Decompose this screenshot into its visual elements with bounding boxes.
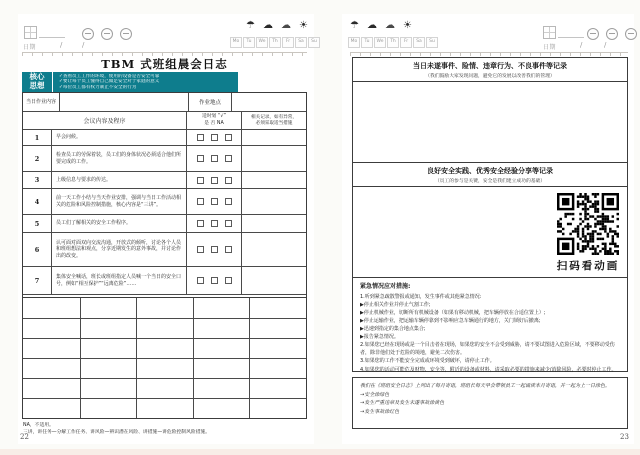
checkbox: [197, 177, 204, 184]
mood-face-icon: [587, 28, 599, 40]
cloudy-icon: ☁: [262, 20, 273, 31]
ruler-line: [350, 52, 628, 56]
blank-cell: [249, 378, 306, 398]
blank-cell: [193, 378, 250, 398]
checkbox: [211, 246, 218, 253]
blank-cell: [249, 338, 306, 358]
checkbox: [225, 155, 232, 162]
table-row: 1 早会问候。: [23, 129, 306, 145]
blank-cell: [136, 398, 193, 418]
day-box: Th: [269, 37, 281, 48]
checkbox: [197, 246, 204, 253]
row-text: 检查员工的劳保着装，员工们的身体状况必须适合他们所要完成的工作。: [51, 146, 186, 171]
day-box: Sa: [295, 37, 307, 48]
emergency-line: 4.如果您的活动可能危及财物、安全等，附近的设备或材料，请采取必要的措施来减少/消除风险，必要时停止工作。: [360, 366, 617, 373]
core-thought-label: 核心 思想: [22, 72, 53, 92]
blank-cell: [136, 338, 193, 358]
table-row: 6 认可面对面双向交流沟通，开放式的倾听，讨论各个人员和班组想法和观点，分享近期发生的意外事故，并讨论作出的改变。: [23, 232, 306, 266]
checkbox: [197, 198, 204, 205]
weekday-row: [348, 37, 438, 48]
checkbox: [225, 220, 232, 227]
table-row: 2 检查员工的劳保着装，员工们的身体状况必须适合他们所要完成的工作。: [23, 145, 306, 171]
left-page: [18, 14, 317, 444]
blank-cell: [193, 338, 250, 358]
slogan-box: [352, 377, 628, 429]
day-box: Fr: [400, 37, 412, 48]
photo-edge-strip: [0, 449, 640, 455]
core-thought-banner: [22, 72, 238, 92]
day-box: Mo: [230, 37, 242, 48]
blank-cell: [249, 298, 306, 318]
rain-icon: ☂: [350, 20, 359, 31]
slogan-intro: 我们在《班组安全日志》上列出了每月寄语，班组长每天早会带领员工一起诵读本月寄语，并一起为上一日涂色。: [360, 383, 611, 389]
footnote-sanjiang: 三讲，讲任务—分解工作任务、讲风险—辨识潜在风险、讲措施—讲危险控制风险措施。: [23, 430, 211, 435]
checkbox: [225, 177, 232, 184]
blank-cell: [80, 338, 137, 358]
blank-cell: [23, 358, 80, 378]
slogan-arrow-line: →安全涂绿色: [360, 391, 390, 398]
incident-blank-area: [353, 82, 627, 158]
row-text: 员工们了解相关的安全工作程序。: [51, 215, 186, 232]
incident-title: 当日未遂事件、险情、违章行为、不良事件等记录: [413, 62, 567, 70]
qr-code: [557, 193, 619, 255]
checkbox: [211, 198, 218, 205]
blank-cell: [80, 298, 137, 318]
team-name-blank-line: [558, 37, 584, 38]
checkbox: [197, 277, 204, 284]
mood-face-icons: [587, 28, 637, 40]
blank-cell: [193, 298, 250, 318]
blank-cell: [136, 378, 193, 398]
blank-cell: [23, 338, 80, 358]
checkbox: [197, 155, 204, 162]
blank-cell: [193, 398, 250, 418]
day-box: We: [374, 37, 386, 48]
table-row: 4 前一天工作小结与当天作业安排，强调与当日工作活动相关的危险和风险控制措施，核心内容是“三讲”。: [23, 188, 306, 214]
table-row: 3 上级信息与要求的传达。: [23, 171, 306, 188]
team-name-blank-line: [39, 37, 65, 38]
blank-cell: [23, 398, 80, 418]
checkbox: [225, 246, 232, 253]
blank-grid: [22, 297, 307, 419]
slogan-arrow-line: →发生严重违章及发生未遂事故涂黄色: [360, 400, 445, 406]
mood-face-icon: [101, 28, 113, 40]
blank-cell: [136, 318, 193, 338]
day-box: Mo: [348, 37, 360, 48]
mood-face-icon: [606, 28, 618, 40]
blank-cell: [249, 358, 306, 378]
notes-cell: [241, 189, 306, 214]
date-slash: /: [82, 41, 85, 49]
mood-face-icons: [82, 28, 132, 40]
blank-cell: [249, 398, 306, 418]
table-header-row: [23, 111, 306, 129]
checkbox: [225, 134, 232, 141]
practice-subtitle: （员工的参与是关键，安全是我们建立成功的基础）: [434, 179, 546, 184]
date-slash: /: [604, 41, 607, 49]
emergency-line: ▶迅速到指定的集合地点集合;: [360, 326, 426, 333]
meeting-table: [22, 92, 307, 308]
blank-cell: [80, 358, 137, 378]
slogan-arrow-line: →发生事故涂红色: [360, 408, 400, 415]
emergency-box: [352, 277, 628, 372]
col-header-check: 适时划 “√” 是 否 NA: [186, 112, 241, 129]
table-row: 5 员工们了解相关的安全工作程序。: [23, 214, 306, 232]
team-stamp-grid-icon: [24, 26, 37, 39]
row-text: 认可面对面双向交流沟通，开放式的倾听，讨论各个人员和班组想法和观点，分享近期发生的意外事故，并讨论作出的改变。: [51, 233, 186, 266]
footnote-na: NA，不适用。: [23, 423, 54, 428]
mood-face-icon: [625, 28, 637, 40]
cloudy-icon: ☁: [366, 20, 377, 31]
day-box: Su: [308, 37, 320, 48]
practice-record-box: [352, 162, 628, 278]
emergency-line: ▶报告紧急情况。: [360, 334, 399, 341]
emergency-line: ▶停止机械作业，切断所有机械设备（如果有移动机械，把车辆停放在合适位置上）;: [360, 309, 546, 316]
checkbox: [211, 220, 218, 227]
weather-icons: [350, 20, 412, 31]
blank-cell: [136, 358, 193, 378]
emergency-line: ▶停止相关作业并停止气割工作;: [360, 301, 431, 308]
core-thought-checklist: [53, 72, 238, 92]
notes-cell: [241, 130, 306, 145]
page-number-right: 23: [620, 433, 629, 441]
work-content-row: [23, 93, 306, 111]
work-location-label: 作业地点: [188, 93, 231, 111]
row-text: 前一天工作小结与当天作业安排，强调与当日工作活动相关的危险和风险控制措施，核心内容是“三讲”。: [51, 189, 186, 214]
blank-cell: [193, 318, 250, 338]
emergency-title: 紧急情况应对措施:: [360, 283, 411, 290]
weekday-row: [230, 37, 320, 48]
row-text: 上级信息与要求的传达。: [51, 172, 186, 188]
notes-cell: [241, 233, 306, 266]
checkbox: [211, 177, 218, 184]
emergency-line: 2.如果您已经在现场或是一个目击者在现场，如果您的安全不会受到威胁，请不要试图进入危险区域，不要移动受伤者，除非他们处于危险的境地，避免二次伤害。: [360, 342, 615, 357]
core-check-line: ✓要让每个员工懂得自己做足安全对于家庭的意义: [59, 79, 160, 85]
checkbox: [225, 277, 232, 284]
blank-cell: [80, 318, 137, 338]
date-slash: /: [60, 41, 63, 49]
notes-cell: [241, 267, 306, 294]
work-location-blank: [231, 93, 306, 111]
checkbox: [197, 220, 204, 227]
col-header-notes: 相关记录，如有异常， 必须采取适当措施: [241, 112, 306, 129]
incident-subtitle: （我们鼓励大家发现问题，避免它的发展以改善我们的管理）: [425, 74, 555, 79]
date-label: 日期: [543, 44, 557, 51]
checkbox: [211, 277, 218, 284]
mood-face-icon: [82, 28, 94, 40]
notes-cell: [241, 146, 306, 171]
day-box: We: [256, 37, 268, 48]
sunny-icon: ☀: [299, 20, 308, 31]
row-text: 早会问候。: [51, 130, 186, 145]
sunny-icon: ☀: [403, 20, 412, 31]
team-stamp-grid-icon: [543, 26, 556, 39]
page-title: TBM 式班组晨会日志: [101, 57, 228, 71]
row-text: 集体安全喊话，班长或班组指定人员喊一个当日的安全口号，例如“相互保护”“远离危险”……: [51, 267, 186, 294]
day-box: Fr: [282, 37, 294, 48]
work-content-label: 当日作业内容: [25, 98, 56, 105]
day-box: Su: [426, 37, 438, 48]
right-page: [342, 14, 634, 444]
emergency-line: 1.听到紧急疏散警报或通知，发生事件或其他紧急情况:: [360, 293, 482, 300]
checkbox: [197, 134, 204, 141]
weather-icons: [246, 20, 308, 31]
emergency-line: ▶停止运输作业，把运输车辆停靠到不影响应急车辆通行的地方，关门锁好后撤离;: [360, 318, 541, 324]
blank-cell: [80, 398, 137, 418]
blank-cell: [249, 318, 306, 338]
notes-cell: [241, 172, 306, 188]
qr-caption: 扫码看动画: [556, 260, 620, 272]
page-number-left: 22: [20, 433, 29, 441]
emergency-line: 3.如果您的工作不能安全完成或环境受到破坏，请停止工作。: [360, 358, 495, 365]
table-row: 7 集体安全喊话，班长或班组指定人员喊一个当日的安全口号，例如“相互保护”“远离危险”……: [23, 266, 306, 294]
mood-face-icon: [120, 28, 132, 40]
overcast-icon: ☁: [281, 20, 291, 31]
work-content-blank: [59, 93, 188, 111]
overcast-icon: ☁: [385, 20, 395, 31]
date-slash: /: [580, 41, 583, 49]
blank-cell: [193, 358, 250, 378]
notes-cell: [241, 215, 306, 232]
incident-title-block: [353, 58, 627, 82]
checkbox: [211, 155, 218, 162]
core-check-line: ✓每位员工都有权力制止不安全的行为: [59, 84, 137, 90]
col-header-content: 会议内容及程序: [83, 118, 126, 125]
day-box: Sa: [413, 37, 425, 48]
core-check-line: ✓查看员工工作的环境，使用的设备是否安全可靠: [59, 74, 160, 79]
blank-cell: [23, 298, 80, 318]
day-box: Tu: [243, 37, 255, 48]
blank-cell: [23, 378, 80, 398]
date-label: 日期: [23, 44, 37, 51]
checkbox: [225, 198, 232, 205]
blank-cell: [80, 378, 137, 398]
practice-title-block: [353, 163, 627, 187]
blank-cell: [23, 318, 80, 338]
day-box: Tu: [361, 37, 373, 48]
day-box: Th: [387, 37, 399, 48]
rain-icon: ☂: [246, 20, 255, 31]
blank-cell: [136, 298, 193, 318]
practice-title: 良好安全实践、优秀安全经验分享等记录: [427, 167, 553, 175]
incident-record-box: [352, 57, 628, 163]
checkbox: [211, 134, 218, 141]
